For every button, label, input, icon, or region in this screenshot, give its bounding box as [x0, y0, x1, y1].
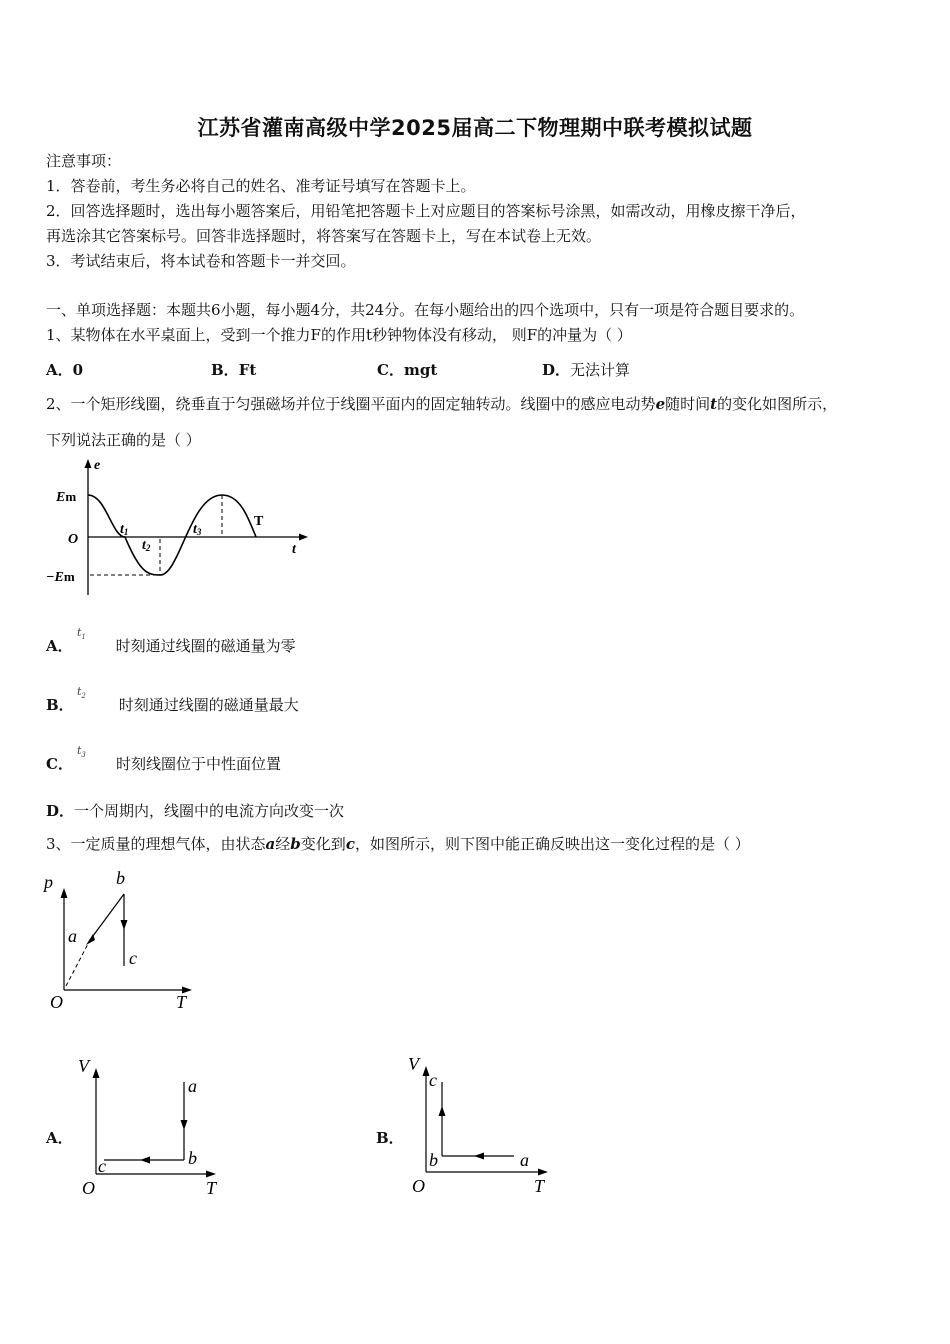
q2-option-a: A． 时刻通过线圈的磁通量为零 — [46, 637, 296, 655]
t2-label: t2 — [142, 538, 151, 553]
notice-item-2-cont: 再选涂其它答案标号。回答非选择题时，将答案写在答题卡上，写在本试卷上无效。 — [46, 227, 602, 245]
point-c-label: c — [429, 1070, 437, 1090]
question-2-stem: 2、一个矩形线圈，绕垂直于匀强磁场并位于线圈平面内的固定轴转动。线圈中的感应电动势e随时间t的变化如图所示， — [46, 395, 838, 413]
point-b-label: b — [116, 868, 125, 888]
point-c-label: c — [98, 1156, 106, 1176]
q3-option-b-graph — [400, 1046, 560, 1200]
q3-option-a-graph — [70, 1050, 230, 1200]
ab-line — [90, 894, 124, 940]
bc-arrow — [439, 1106, 446, 1116]
q2-option-d: D．一个周期内，线圈中的电流方向改变一次 — [46, 802, 345, 820]
q3-option-b-label: B． — [376, 1129, 404, 1147]
origin-label: O — [50, 992, 63, 1012]
q2-option-c: C． 时刻线圈位于中性面位置 — [46, 755, 281, 773]
em-label: Em — [56, 489, 77, 505]
point-b-label: b — [429, 1150, 438, 1170]
emf-time-graph — [40, 455, 320, 600]
t-axis-label: T — [206, 1178, 217, 1198]
page-title: 江苏省灌南高级中学2025届高二下物理期中联考模拟试题 — [197, 116, 753, 140]
origin-label: O — [68, 532, 79, 547]
point-a-label: a — [520, 1150, 529, 1170]
y-axis-arrow — [85, 459, 92, 468]
notice-item-2: 2．回答选择题时，选出每小题答案后，用铅笔把答题卡上对应题目的答案标号涂黑，如需改动，用橡皮擦干净后， — [46, 202, 806, 220]
q2-option-b-var: $t_2$ — [77, 685, 86, 701]
q2-option-c-var: $t_3$ — [77, 744, 86, 760]
emf-curve — [88, 495, 256, 575]
q3-option-a-label: A． — [46, 1129, 73, 1147]
origin-label: O — [82, 1178, 95, 1198]
q2-option-a-var: $t_1$ — [77, 626, 86, 642]
origin-label: O — [412, 1176, 425, 1196]
question-2-stem-line2: 下列说法正确的是（ ） — [46, 431, 201, 449]
ab-extension-dash — [66, 940, 90, 986]
period-label: T — [254, 514, 264, 529]
neg-em-label: −Em — [46, 569, 75, 585]
t3-label: t3 — [193, 522, 202, 537]
point-b-label: b — [188, 1148, 197, 1168]
bc-arrow — [140, 1157, 150, 1164]
point-a-label: a — [68, 926, 77, 946]
notice-item-3: 3．考试结束后，将本试卷和答题卡一并交回。 — [46, 252, 356, 270]
x-axis-arrow — [299, 534, 308, 541]
t-axis-label: T — [176, 992, 187, 1012]
x-axis-label: t — [292, 542, 296, 557]
bc-arrow — [121, 920, 128, 930]
point-a-label: a — [188, 1076, 197, 1096]
q1-option-d: D．无法计算 — [542, 361, 631, 379]
t-axis-arrow — [538, 1169, 548, 1176]
q2-option-b: B． 时刻通过线圈的磁通量最大 — [46, 696, 299, 714]
p-axis-label: p — [44, 872, 53, 892]
ab-arrow — [474, 1153, 484, 1160]
notice-item-1: 1．答卷前，考生务必将自己的姓名、准考证号填写在答题卡上。 — [46, 177, 476, 195]
v-axis-arrow — [93, 1068, 100, 1078]
t1-label: t1 — [120, 522, 129, 537]
section-heading: 一、单项选择题：本题共6小题，每小题4分，共24分。在每小题给出的四个选项中，只有一项是符合题目要求的。 — [46, 301, 805, 319]
v-axis-label: V — [408, 1054, 419, 1074]
y-axis-label: e — [94, 458, 101, 473]
question-1-stem: 1、某物体在水平桌面上，受到一个推力F的作用t秒钟物体没有移动， 则F的冲量为（ ） — [46, 326, 632, 344]
q1-option-b: B．Ft — [211, 361, 257, 379]
pressure-temperature-graph — [40, 866, 210, 1016]
q1-option-a: A．0 — [46, 361, 84, 379]
v-axis-label: V — [78, 1056, 89, 1076]
t-axis-arrow — [206, 1171, 216, 1178]
point-c-label: c — [129, 948, 137, 968]
notice-heading: 注意事项： — [46, 152, 122, 170]
t-axis-label: T — [534, 1176, 545, 1196]
p-axis-arrow — [61, 888, 68, 898]
question-3-stem: 3、一定质量的理想气体，由状态a经b变化到c，如图所示，则下图中能正确反映出这一变化过程的是（ ） — [46, 835, 750, 853]
ab-arrow — [181, 1120, 188, 1130]
q1-option-c: C．mgt — [377, 361, 438, 379]
